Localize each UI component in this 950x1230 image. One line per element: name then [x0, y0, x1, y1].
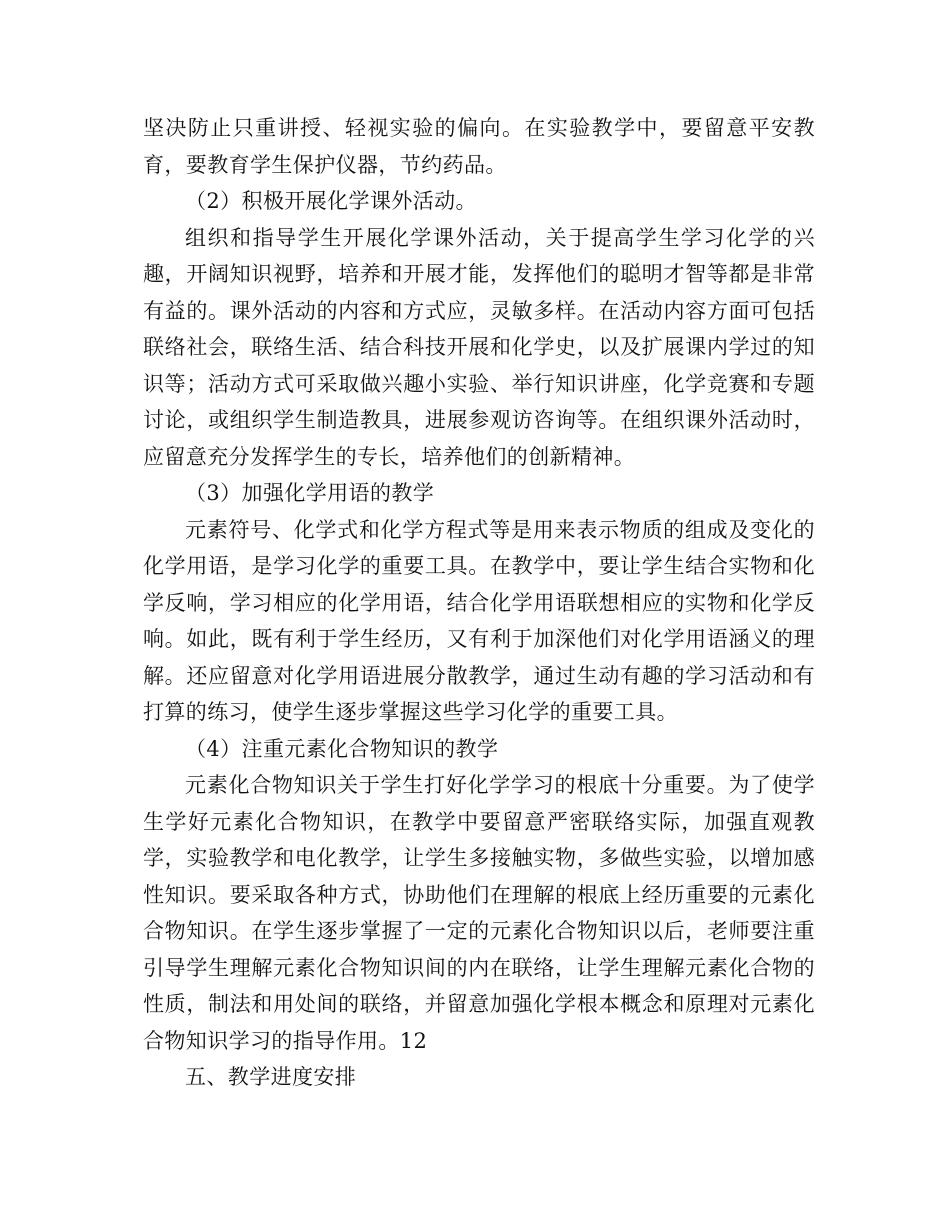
paragraph-extracurricular: 组织和指导学生开展化学课外活动，关于提高学生学习化学的兴趣，开阔知识视野，培养和开展才能，发挥他们的聪明才智等都是非常有益的。课外活动的内容和方式应，灵敏多样。在活动内容方面可包括联络社会，联络生活、结合科技开展和化学史，以及扩展课内学过的知识等；活动方式可采取做兴趣小实验、举行知识讲座，化学竞赛和专题讨论，或组织学生制造教具，进展参观访咨询等。在组织课外活动时，应留意充分发挥学生的专长，培养他们的创新精神。: [143, 225, 815, 469]
paragraph-element-compounds: 元素化合物知识关于学生打好化学学习的根底十分重要。为了使学生学好元素化合物知识，在教学中要留意严密联络实际，加强直观教学，实验教学和电化教学，让学生多接触实物，多做些实验，以增加感性知识。要采取各种方式，协助他们在理解的根底上经历重要的元素化合物知识。在学生逐步掌握了一定的元素化合物知识以后，老师要注重引导学生理解元素化合物知识间的内在联络，让学生理解元素化合物的性质，制法和用处间的联络，并留意加强化学根本概念和原理对元素化合物知识学习的指导作用。12: [143, 773, 815, 1053]
paragraph-chemical-language: 元素符号、化学式和化学方程式等是用来表示物质的组成及变化的化学用语，是学习化学的重要工具。在教学中，要让学生结合实物和化学反响，学习相应的化学用语，结合化学用语联想相应的实物和化学反响。如此，既有利于学生经历，又有利于加深他们对化学用语涵义的理解。还应留意对化学用语进展分散教学，通过生动有趣的学习活动和有打算的练习，使学生逐步掌握这些学习化学的重要工具。: [143, 517, 815, 724]
document-page: [143, 110, 815, 1096]
heading-extracurricular: （2）积极开展化学课外活动。: [185, 189, 477, 213]
heading-chemical-language: （3）加强化学用语的教学: [185, 481, 435, 505]
heading-element-compounds: （4）注重元素化合物知识的教学: [185, 736, 499, 761]
heading-teaching-schedule: 五、教学进度安排: [185, 1065, 357, 1089]
paragraph-experiment-safety: 坚决防止只重讲授、轻视实验的偏向。在实验教学中，要留意平安教育，要教育学生保护仪器，节约药品。: [143, 116, 815, 177]
